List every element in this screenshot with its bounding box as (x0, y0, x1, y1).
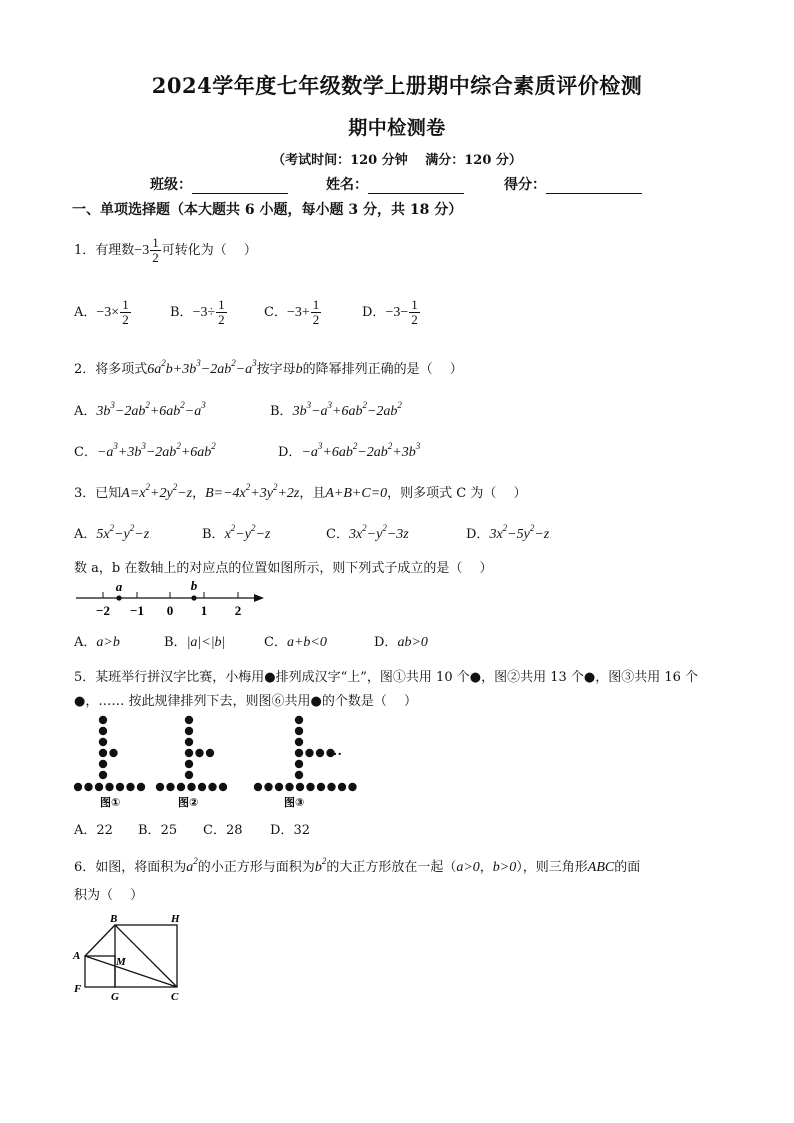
q2-option-c[interactable] (74, 441, 216, 461)
q1-c-letter: C． (264, 305, 287, 320)
pattern-dot (295, 716, 303, 724)
q6-text-mid: 的小正方形与面积为 (197, 860, 315, 875)
pattern-dot (316, 749, 324, 757)
q4-option-c[interactable] (264, 631, 327, 651)
q2-text: 将多项式 (95, 362, 148, 377)
point-label-m: M (116, 956, 126, 968)
pattern-dot (99, 716, 107, 724)
tick-label-1: 1 (200, 603, 208, 618)
pattern-dot (126, 783, 134, 791)
class-blank (192, 179, 288, 194)
question-2 (74, 358, 463, 378)
q2-d-expr: $-a^3+6ab^2-2ab^2+3b^3$ (301, 441, 421, 460)
q4-c-expr: a+b<0 (286, 635, 327, 650)
q1-b-den: 2 (218, 312, 225, 327)
point-label-f: F (74, 983, 82, 995)
pattern-dot (327, 783, 335, 791)
q5-option-a[interactable] (74, 819, 113, 838)
point-label-g: G (111, 991, 119, 1003)
pattern-dot (185, 716, 193, 724)
pattern-dot (185, 771, 193, 779)
q6-number: 6． (74, 860, 96, 875)
pattern-dot (317, 783, 325, 791)
q2-letter: b (295, 362, 303, 377)
q4-b-letter: B． (164, 635, 187, 650)
pattern-dot (295, 738, 303, 746)
q4-c-letter: C． (264, 635, 287, 650)
q1-d-den: 2 (411, 312, 418, 327)
tick-label-2: 2 (234, 603, 242, 618)
q1-a-letter: A． (74, 305, 97, 320)
q4-option-b[interactable] (164, 631, 225, 651)
pattern-ellipsis: … (328, 744, 342, 759)
figure-1-label: 图① (100, 796, 121, 809)
score-field (504, 174, 642, 194)
q1-a-den: 2 (122, 312, 129, 327)
q2-option-a[interactable] (74, 400, 206, 420)
q1-text: 有理数 (95, 243, 135, 258)
q2-b-letter: B． (270, 404, 293, 419)
q3-d-expr: $3x^2-5y^2-z$ (489, 523, 550, 542)
section-heading: 一、单项选择题（本大题共 6 小题，每小题 3 分，共 18 分） (72, 202, 463, 218)
pattern-dot (295, 760, 303, 768)
q1-a-frac (120, 298, 131, 327)
q2-c-letter: C． (74, 445, 97, 460)
q3-condition: A+B+C=0 (325, 486, 388, 501)
q2-text-post: 的降幂排列正确的是（ ） (302, 362, 463, 377)
class-label: 班级： (150, 177, 192, 193)
pattern-dot (185, 749, 193, 757)
q5-b-value: 25 (160, 823, 178, 838)
q3-a-expr: $5x^2-y^2-z$ (96, 523, 150, 542)
segment-ab (85, 925, 115, 956)
pattern-dot (219, 783, 227, 791)
q3-text-post: ，则多项式 C 为（ ） (387, 486, 527, 501)
q2-polynomial: $6a^2b+3b^3-2ab^2-a^3$ (147, 358, 257, 377)
segment-ac (85, 956, 177, 987)
q1-option-d[interactable] (362, 298, 421, 327)
point-label-c: C (171, 991, 179, 1003)
q1-b-frac (216, 298, 227, 327)
q5-b-letter: B． (138, 823, 161, 838)
point-a-marker (116, 595, 121, 600)
q1-frac-num: 1 (152, 235, 159, 250)
pattern-dot (208, 783, 216, 791)
q3-c-letter: C． (326, 527, 349, 542)
q1-b-num: 1 (218, 297, 225, 312)
pattern-dot (84, 783, 92, 791)
q5-c-value: 28 (225, 823, 243, 838)
pattern-dot (275, 783, 283, 791)
score-label: 得分： (504, 177, 546, 193)
question-1 (74, 236, 257, 265)
q6-b-squared: $b^2$ (314, 856, 327, 875)
q3-expr-a: $A=x^2+2y^2-z$ (121, 482, 193, 501)
q3-a-letter: A． (74, 527, 97, 542)
question-3: 3．已知$A=x^2+2y^2-z$，$B=-4x^2+3y^2+2z$，且A+B+C=0，则多项式 C 为（ ） (74, 482, 527, 501)
q1-b-letter: B． (170, 305, 193, 320)
pattern-dot (185, 727, 193, 735)
q2-text-mid: 按字母 (256, 362, 296, 377)
squares-figure (70, 912, 190, 1004)
name-blank (368, 179, 464, 194)
number-line-arrow (254, 594, 264, 602)
number-line-figure (72, 578, 272, 618)
q5-line2: ●，…… 按此规律排列下去，则图⑥共用●的个数是（ ） (74, 694, 417, 709)
q3-text-mid: ，且 (299, 486, 326, 501)
exam-info: （考试时间：120 分钟 满分：120 分） (272, 153, 522, 168)
q1-d-frac (409, 298, 420, 327)
q5-number: 5． (74, 670, 96, 685)
squares-lines (85, 925, 177, 987)
pattern-dot (185, 738, 193, 746)
tick-label-0: 0 (166, 603, 174, 618)
q5-option-b[interactable] (138, 819, 177, 838)
pattern-dot (99, 727, 107, 735)
name-field (326, 174, 464, 194)
class-field (150, 174, 288, 194)
dot-pattern-figure (72, 712, 362, 810)
q5-option-d[interactable] (270, 819, 310, 838)
q5-line1: 某班举行拼汉字比赛，小梅用●排列成汉字“上”，图①共用 10 个●，图②共用 13 个●，图③共用 16 个 (95, 670, 699, 685)
q3-c-expr: $3x^2-y^2-3z$ (348, 523, 409, 542)
question-6: 6．如图，将面积为$a^2$的小正方形与面积为$b^2$的大正方形放在一起（a>0，b>0），则三角形ABC的面 (74, 856, 641, 875)
q1-option-c[interactable] (264, 298, 322, 327)
tick-label-neg2: −2 (96, 603, 110, 618)
q1-fraction (150, 236, 161, 265)
q2-option-b[interactable] (270, 400, 402, 420)
q6-condition: a>0 (456, 860, 480, 875)
pattern-dot (254, 783, 262, 791)
pattern-dot (295, 727, 303, 735)
pattern-dot (348, 783, 356, 791)
q1-c-frac (311, 298, 322, 327)
pattern-dot (99, 738, 107, 746)
q6-text-post2: ），则三角形 (516, 860, 588, 875)
point-label-b: B (110, 913, 118, 925)
q1-text-post: 可转化为（ ） (161, 243, 257, 258)
pattern-dot (99, 760, 107, 768)
q4-d-letter: D． (374, 635, 398, 650)
q6-text: 如图，将面积为 (95, 860, 187, 875)
q6-line2: 积为（ ） (74, 888, 144, 903)
question-4: 数 a，b 在数轴上的对应点的位置如图所示，则下列式子成立的是（ ） (74, 561, 493, 576)
q1-c-num: 1 (312, 297, 320, 312)
number-line-ticks (103, 592, 238, 598)
q5-a-letter: A． (74, 823, 97, 838)
pattern-dot (285, 783, 293, 791)
pattern-dot (198, 783, 206, 791)
pattern-dot (185, 760, 193, 768)
q3-expr-b: $B=-4x^2+3y^2+2z$ (205, 482, 300, 501)
figure-2-label: 图② (178, 796, 199, 809)
point-b-marker (191, 595, 196, 600)
q4-b-expr: |a|<|b| (186, 635, 226, 650)
pattern-dot (99, 771, 107, 779)
pattern-dot (264, 783, 272, 791)
q2-option-d[interactable] (278, 441, 420, 461)
point-label-a: A (73, 950, 81, 962)
q3-b-letter: B． (202, 527, 225, 542)
q3-option-a[interactable] (74, 523, 149, 543)
q1-a-num: 1 (122, 297, 129, 312)
q4-a-expr: a>b (96, 635, 120, 650)
q5-c-letter: C． (203, 823, 226, 838)
q1-d-num: 1 (411, 297, 418, 312)
q2-b-expr: $3b^3-a^3+6ab^2-2ab^2$ (292, 400, 402, 419)
q1-c-den: 2 (312, 312, 320, 327)
q4-a-letter: A． (74, 635, 97, 650)
q3-number: 3． (74, 486, 96, 501)
pattern-dot (177, 783, 185, 791)
pattern-dot (187, 783, 195, 791)
q6-text-post: 的大正方形放在一起（ (326, 860, 457, 875)
q1-d-letter: D． (362, 305, 386, 320)
q6-a-squared: $a^2$ (186, 856, 198, 875)
figure-3-label: 图③ (284, 796, 305, 809)
q1-d-expr: −3− (385, 305, 409, 320)
q1-whole: −3 (134, 243, 150, 258)
q1-c-expr: −3+ (286, 305, 310, 320)
pattern-dot (116, 783, 124, 791)
q4-d-expr: ab>0 (397, 635, 428, 650)
q2-number: 2． (74, 362, 96, 377)
page-title: 2024学年度七年级数学上册期中综合素质评价检测 (151, 73, 643, 98)
q2-a-letter: A． (74, 404, 97, 419)
pattern-dot (295, 749, 303, 757)
pattern-dot (74, 783, 82, 791)
q4-option-a[interactable] (74, 631, 120, 651)
tick-label-neg1: −1 (130, 603, 144, 618)
score-blank (546, 179, 642, 194)
pattern-dot (156, 783, 164, 791)
q1-number: 1． (74, 243, 96, 258)
q5-a-value: 22 (96, 823, 113, 838)
q1-b-expr: −3÷ (192, 305, 216, 320)
pattern-dot (295, 771, 303, 779)
q6-abc: ABC (587, 860, 615, 875)
pattern-dot (338, 783, 346, 791)
q3-text: 已知 (95, 486, 122, 501)
point-a-label: a (115, 579, 123, 594)
q3-option-b[interactable] (202, 523, 270, 543)
q3-d-letter: D． (466, 527, 490, 542)
pattern-dot (99, 749, 107, 757)
pattern-dot (306, 783, 314, 791)
q1-option-b[interactable] (170, 298, 228, 327)
q2-d-letter: D． (278, 445, 302, 460)
q1-a-expr: −3× (96, 305, 120, 320)
q6-text-post3: 的面 (614, 860, 641, 875)
pattern-dot (166, 783, 174, 791)
page-subtitle: 期中检测卷 (348, 117, 446, 139)
pattern-dot (296, 783, 304, 791)
pattern-dot (109, 749, 117, 757)
q3-b-expr: $x^2-y^2-z$ (224, 523, 271, 542)
q5-option-c[interactable] (203, 819, 243, 838)
pattern-dot (206, 749, 214, 757)
pattern-dot (105, 783, 113, 791)
name-label: 姓名： (326, 177, 368, 193)
dot-pattern-group (74, 716, 357, 791)
question-5 (74, 666, 698, 685)
point-b-label: b (190, 578, 198, 593)
pattern-dot (137, 783, 145, 791)
q4-option-d[interactable] (374, 631, 428, 651)
q1-option-a[interactable] (74, 298, 132, 327)
q6-condition-b: b>0 (492, 860, 517, 875)
q2-a-expr: $3b^3-2ab^2+6ab^2-a^3$ (96, 400, 206, 419)
q5-d-letter: D． (270, 823, 294, 838)
pattern-dot (195, 749, 203, 757)
pattern-dot (95, 783, 103, 791)
pattern-dot (305, 749, 313, 757)
q1-frac-den: 2 (152, 250, 159, 265)
q3-option-d[interactable] (466, 523, 549, 543)
q3-option-c[interactable] (326, 523, 409, 543)
q5-d-value: 32 (293, 823, 310, 838)
point-label-h: H (171, 913, 180, 925)
q2-c-expr: $-a^3+3b^3-2ab^2+6ab^2$ (96, 441, 216, 460)
